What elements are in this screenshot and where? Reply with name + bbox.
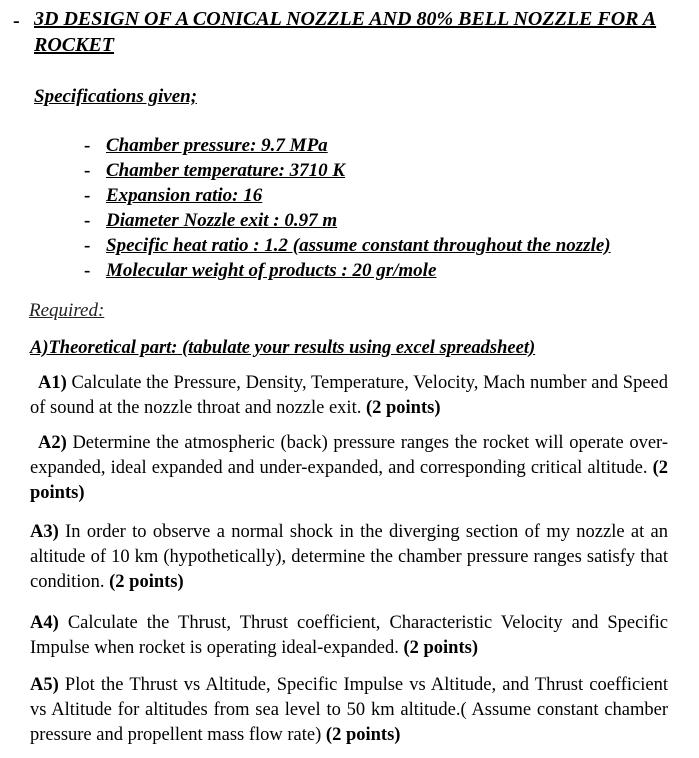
question-text: Calculate the Thrust, Thrust coefficient, Characteristic Velocity and Specific Impulse when rocket is operating ideal-expanded. xyxy=(30,613,668,658)
question-points: (2 points) xyxy=(325,725,401,745)
question-a1 xyxy=(30,371,668,421)
spec-item-text: Chamber pressure: 9.7 MPa xyxy=(106,135,328,156)
question-text: Calculate the Pressure, Density, Temperature, Velocity, Mach number and Speed of sound at the nozzle throat and nozzle exit. xyxy=(30,373,668,418)
question-label: A3) xyxy=(30,522,59,542)
spec-item-text: Expansion ratio: 16 xyxy=(106,185,263,206)
question-a3 xyxy=(30,520,668,595)
theoretical-part-heading: A)Theoretical part: (tabulate your results using excel spreadsheet) xyxy=(30,338,536,358)
question-points: (2 points) xyxy=(365,398,441,418)
title-bullet: - xyxy=(13,10,20,32)
question-label: A2) xyxy=(38,433,67,453)
question-a2 xyxy=(30,431,668,506)
question-label: A4) xyxy=(30,613,59,633)
spec-item-text: Molecular weight of products : 20 gr/mole xyxy=(106,260,437,281)
question-text: In order to observe a normal shock in the diverging section of my nozzle at an altitude of 10 km (hypothetically), determine the chamber pressure ranges satisfy that condition. xyxy=(30,522,668,592)
question-a4 xyxy=(30,611,668,661)
document-title: 3D DESIGN OF A CONICAL NOZZLE AND 80% BELL NOZZLE FOR A ROCKET xyxy=(34,8,657,56)
question-label: A5) xyxy=(30,675,59,695)
specifications-heading: Specifications given; xyxy=(34,86,198,107)
question-points: (2 points) xyxy=(403,638,478,658)
document-page: - 3D DESIGN OF A CONICAL NOZZLE AND 80% BELL NOZZLE FOR A ROCKET Specifications given; - Chamber pressure: 9.7 MPa - Chamber temperature: 3710 K - Expansion ratio: 16 - Diameter Nozzle exit : 0.97 m - Specific heat ratio : 1.2 (assume constant throughout the nozzle) - Molecular weight of products : 20 gr/mole Required: A)Theoretical part: (tabulate your results using excel spreadsheet) A1) Calculate the Pressure, Density, Temperature, Velocity, Mach number and Speed of sound at the nozzle throat and nozzle exit. (2 points) A2) Determine the atmospheric (back) pressure ranges the rocket will operate over-expanded, ideal expanded and under-expanded, and corresponding critical altitude. (2 points) A3) In order to observe a normal shock in the diverging section of my nozzle at an altitude of 10 km (hypothetically), determine the chamber pressure ranges satisfy that condition. (2 points) A4) Calculate the Thrust, Thrust coefficient, Characteristic Velocity and Specific Impulse when rocket is operating ideal-expanded. (2 points) A5) Plot the Thrust vs Altitude, Specific Impulse vs Altitude, and Thrust coefficient vs Altitude for altitudes from sea level to 50 km altitude.( Assume constant chamber pressure and propellent mass flow rate) (2 points) xyxy=(0,0,699,758)
question-text: Plot the Thrust vs Altitude, Specific Impulse vs Altitude, and Thrust coefficient vs Altitude for altitudes from sea level to 50 km altitude.( Assume constant chamber pressure and propellent mass flow rate) xyxy=(30,675,668,745)
spec-item-text: Diameter Nozzle exit : 0.97 m xyxy=(106,210,338,231)
spec-item-text: Specific heat ratio : 1.2 (assume constant throughout the nozzle) xyxy=(106,235,611,256)
question-points: (2 points) xyxy=(30,458,668,503)
spec-item-text: Chamber temperature: 3710 K xyxy=(106,160,346,181)
question-points: (2 points) xyxy=(109,572,184,592)
required-heading: Required: xyxy=(29,300,105,321)
question-text: Determine the atmospheric (back) pressure ranges the rocket will operate over-expanded, ideal expanded and under-expanded, and corresponding critical altitude. xyxy=(30,433,668,478)
question-a5 xyxy=(30,673,668,748)
question-label: A1) xyxy=(38,373,67,393)
